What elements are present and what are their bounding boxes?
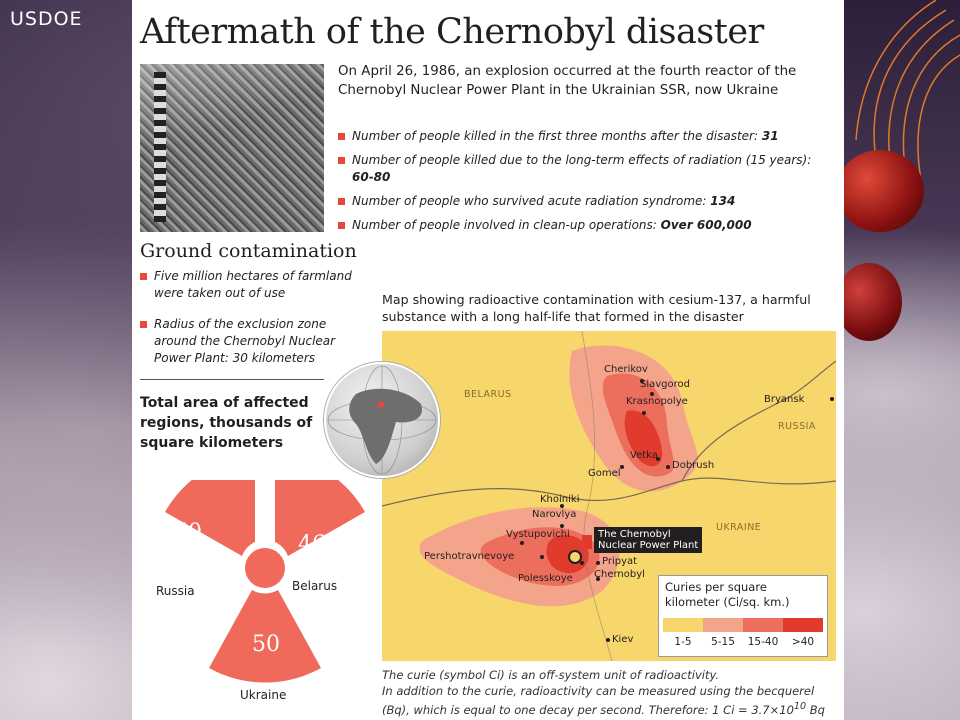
- footnote-text: In addition to the curie, radioactivity can be measured using the becquerel (Bq), which is equal to one decay per second. Therefore: 1 Ci = 3.7×10: [382, 684, 815, 717]
- map-caption: Map showing radioactive contamination with cesium-137, a harmful substance with a long half-life that formed in the disaster: [382, 292, 811, 324]
- intro-text: On April 26, 1986, an explosion occurred at the fourth reactor of the Chernobyl Nuclear Power Plant in the Ukrainian SSR, now Ukraine: [338, 64, 797, 98]
- legend-range: 1-5: [674, 636, 692, 648]
- russia-label: Russia: [156, 584, 195, 598]
- legend-title-line: kilometer (Ci/sq. km.): [665, 595, 790, 609]
- facts-list: [338, 128, 818, 241]
- footnote-line: The curie (symbol Ci) is an off-system unit of radioactivity.: [382, 668, 720, 682]
- city-label: Chernobyl: [594, 569, 645, 580]
- city-label: Cherikov: [604, 364, 648, 375]
- city-label: Narovlya: [532, 509, 577, 520]
- radiation-icon: [569, 551, 581, 563]
- affected-area-trefoil: [132, 480, 392, 720]
- city-dot: [642, 411, 646, 415]
- country-label-russia: RUSSIA: [778, 421, 816, 432]
- fact-item: Number of people involved in clean-up operations: Over 600,000: [338, 217, 818, 234]
- city-label: Kiev: [612, 634, 634, 645]
- city-dot: [520, 541, 524, 545]
- location-marker: [378, 402, 384, 407]
- footnote-exponent: 10: [793, 701, 807, 712]
- contamination-list: [140, 268, 355, 381]
- city-dot: [560, 524, 564, 528]
- fact-item: Number of people killed due to the long-term effects of radiation (15 years): 60-80: [338, 152, 818, 186]
- plant-label: [594, 527, 702, 553]
- affected-area-title: Total area of affected regions, thousands of square kilometers: [140, 395, 313, 451]
- city-label: Pripyat: [602, 556, 638, 567]
- country-label-belarus: BELARUS: [464, 389, 512, 400]
- legend-ticks: [663, 636, 823, 648]
- city-label: Polesskoye: [518, 573, 573, 584]
- legend-swatch: [783, 618, 823, 632]
- legend-range: >40: [791, 636, 815, 648]
- city-dot: [830, 397, 834, 401]
- legend-swatch: [743, 618, 783, 632]
- city-label: Dobrush: [672, 460, 715, 471]
- city-dot: [580, 561, 584, 565]
- contamination-item: Radius of the exclusion zone around the Chernobyl Nuclear Power Plant: 30 kilometers: [140, 316, 355, 367]
- city-dot: [620, 465, 624, 469]
- city-dot: [666, 465, 670, 469]
- plant-marker: [582, 535, 592, 549]
- globe-locator: [324, 362, 440, 478]
- fact-item: Number of people who survived acute radiation syndrome: 134: [338, 193, 818, 210]
- map-legend: [658, 575, 828, 657]
- border-line: [382, 478, 836, 506]
- source-label: USDOE: [10, 8, 83, 30]
- belarus-label: Belarus: [292, 579, 338, 593]
- decorative-sphere: [836, 150, 924, 232]
- footnote: [382, 667, 837, 718]
- ukraine-value: 50: [252, 632, 280, 657]
- belarus-value: 46.5: [298, 532, 347, 557]
- contamination-item: Five million hectares of farmland were taken out of use: [140, 268, 355, 302]
- decorative-sphere: [836, 263, 902, 341]
- city-label: Krasnopolye: [626, 396, 688, 407]
- legend-swatch: [663, 618, 703, 632]
- legend-swatch: [703, 618, 743, 632]
- trefoil-center: [245, 548, 285, 588]
- city-dot: [596, 561, 600, 565]
- infographic-sheet: [132, 0, 844, 720]
- section-title: Ground contamination: [140, 240, 357, 262]
- legend-range: 5-15: [711, 636, 735, 648]
- ukraine-label: Ukraine: [240, 688, 287, 702]
- continent-shape: [349, 389, 422, 464]
- plant-label-line: Nuclear Power Plant: [598, 540, 699, 551]
- city-dot: [606, 638, 610, 642]
- plant-label-line: The Chernobyl: [598, 529, 671, 540]
- ventilation-stack: [154, 72, 166, 222]
- divider: [140, 379, 324, 380]
- legend-title-line: Curies per square: [665, 580, 767, 594]
- legend-color-bar: [663, 618, 823, 632]
- legend-title: [665, 580, 790, 610]
- city-label: Khoiniki: [540, 494, 580, 505]
- city-dot: [540, 555, 544, 559]
- contamination-map: [382, 331, 836, 661]
- power-plant-photo: [140, 64, 324, 232]
- legend-range: 15-40: [747, 636, 779, 648]
- city-label: Bryansk: [764, 394, 805, 405]
- footnote-line: [382, 683, 837, 718]
- russia-value: 60: [174, 520, 202, 545]
- page-title: Aftermath of the Chernobyl disaster: [140, 12, 764, 52]
- fact-item: Number of people killed in the first three months after the disaster: 31: [338, 128, 818, 145]
- city-label: Vystupovichi: [506, 529, 570, 540]
- footnote-unit: Bq: [806, 702, 825, 717]
- country-label-ukraine: UKRAINE: [716, 522, 762, 533]
- city-label: Slavgorod: [640, 379, 690, 390]
- city-label: Vetka: [630, 450, 658, 461]
- city-label: Gomel: [588, 468, 621, 479]
- city-label: Pershotravnevoye: [424, 551, 515, 562]
